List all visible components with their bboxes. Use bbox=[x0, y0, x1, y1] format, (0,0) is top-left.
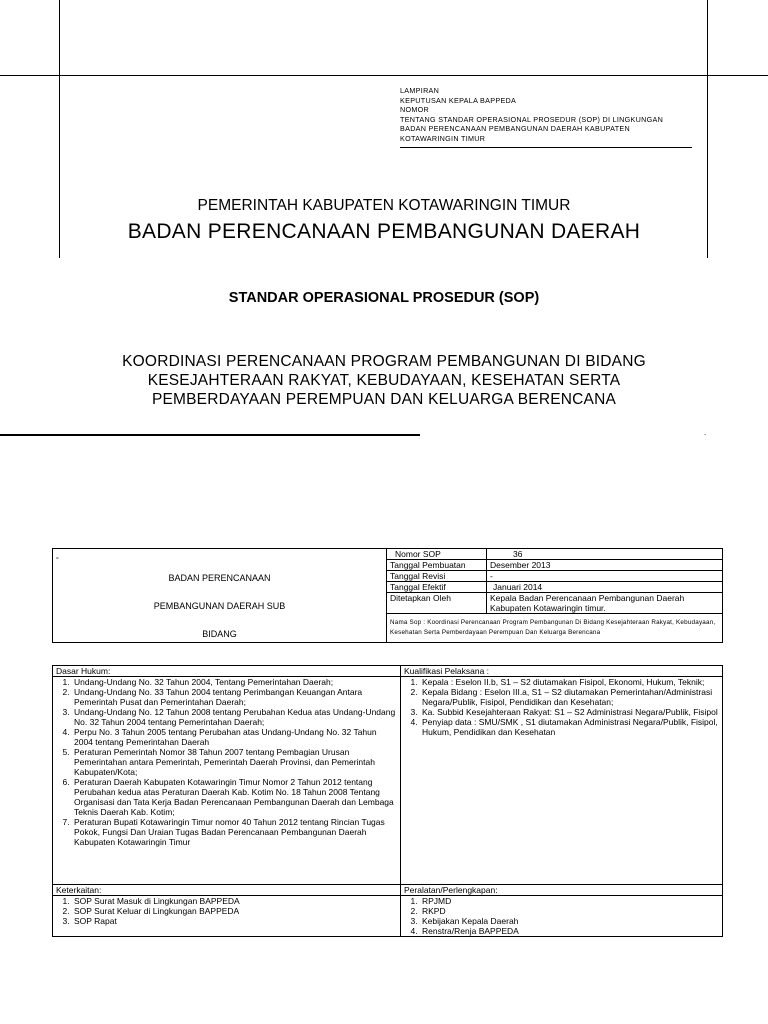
list-item: 1. RPJMD bbox=[420, 896, 719, 906]
lampiran-line: NOMOR bbox=[400, 105, 430, 114]
list-item: 4. Penyiap data : SMU/SMK , S1 diutamakan Administrasi Negara/Publik, Fisipol, Hukum, Pendidikan dan Kesehatan bbox=[420, 717, 719, 737]
lampiran-line: TENTANG STANDAR OPERASIONAL PROSEDUR (SOP) DI LINGKUNGAN bbox=[400, 114, 664, 124]
peralatan-title: Peralatan/Perlengkapan: bbox=[401, 885, 723, 896]
list-item: 3. SOP Rapat bbox=[72, 916, 397, 926]
info-value: 36 bbox=[487, 549, 723, 560]
lampiran-line: KEPUTUSAN KEPALA BAPPEDA bbox=[400, 95, 517, 105]
government-title: PEMERINTAH KABUPATEN KOTAWARINGIN TIMUR bbox=[197, 197, 571, 214]
info-value: - bbox=[487, 571, 723, 582]
list-item: 2. RKPD bbox=[420, 906, 719, 916]
unit-cell bbox=[53, 549, 387, 643]
list-item: 6. Peraturan Daerah Kabupaten Kotawaringin Timur Nomor 2 Tahun 2012 tentang Perubahan kedua atas Peraturan Daerah Kab. Kotim No. 18 Tahun 2008 Tentang Organisasi dan Tata Kerja Badan Perencanaan Pembangunan Daerah dan Lembaga Teknis Daerah Kab. Kotim; bbox=[72, 777, 397, 817]
peralatan-list bbox=[404, 896, 719, 936]
nama-sop: Nama Sop : Koordinasi Perencanaan Program Pembangunan Di Bidang Kesejahteraan Rakyat, Kebudayaan, Kesehatan Serta Pemberdayaan Perempuan Dan Keluarga Berencana bbox=[387, 614, 723, 643]
info-value: Desember 2013 bbox=[487, 560, 723, 571]
frame-line-top bbox=[0, 75, 768, 76]
keterkaitan-title: Keterkaitan: bbox=[53, 885, 401, 896]
topic-line: KOORDINASI PERENCANAAN PROGRAM PEMBANGUNAN DI BIDANG bbox=[122, 353, 646, 370]
list-item: 2. Kepala Bidang : Eselon III.a, S1 – S2 diutamakan Pemerintahan/Administrasi Negara/Publik, Fisipol, Pendidikan dan Kesehatan; bbox=[420, 687, 719, 707]
sop-topic bbox=[0, 352, 768, 409]
sop-detail-table bbox=[52, 665, 723, 937]
lampiran-line: KOTAWARINGIN TIMUR bbox=[400, 133, 486, 143]
list-item: 1. Undang-Undang No. 32 Tahun 2004, Tentang Pemerintahan Daerah; bbox=[72, 677, 397, 687]
list-item: 3. Undang-Undang No. 12 Tahun 2008 tentang Perubahan Kedua atas Undang-Undang No. 32 Tahun 2004 tentang Pemerintahan Daerah; bbox=[72, 707, 397, 727]
list-item: 5. Peraturan Pemerintah Nomor 38 Tahun 2007 tentang Pembagian Urusan Pemerintahan antara Pemerintah, Pemerintah Daerah Provinsi, dan Pemerintah Kabupaten/Kota; bbox=[72, 747, 397, 777]
kualifikasi-title: Kualifikasi Pelaksana : bbox=[401, 666, 723, 677]
list-item: 3. Kebijakan Kepala Daerah bbox=[420, 916, 719, 926]
info-key: Tanggal Efektif bbox=[387, 582, 487, 593]
info-value: Januari 2014 bbox=[487, 582, 723, 593]
topic-line: KESEJAHTERAAN RAKYAT, KEBUDAYAAN, KESEHATAN SERTA bbox=[147, 372, 621, 389]
lampiran-block bbox=[400, 86, 663, 143]
kualifikasi-cell bbox=[401, 677, 723, 885]
corner-mark: . bbox=[704, 428, 707, 437]
list-item: 1. SOP Surat Masuk di Lingkungan BAPPEDA bbox=[72, 896, 397, 906]
agency-title: BADAN PERENCANAAN PEMBANGUNAN DAERAH bbox=[127, 220, 641, 243]
sop-title: STANDAR OPERASIONAL PROSEDUR (SOP) bbox=[228, 290, 540, 306]
peralatan-cell bbox=[401, 896, 723, 937]
keterkaitan-cell bbox=[53, 896, 401, 937]
unit-dot: ° bbox=[56, 557, 59, 564]
dasar-hukum-cell bbox=[53, 677, 401, 885]
info-key: Tanggal Revisi bbox=[387, 571, 487, 582]
topic-line: PEMBERDAYAAN PEREMPUAN DAN KELUARGA BERENCANA bbox=[151, 391, 617, 408]
lampiran-underline bbox=[400, 147, 692, 148]
unit-line: BIDANG bbox=[202, 629, 237, 639]
list-item: 4. Perpu No. 3 Tahun 2005 tentang Perubahan atas Undang-Undang No. 32 Tahun 2004 tentang Pemerintahan Daerah bbox=[72, 727, 397, 747]
list-item: 2. SOP Surat Keluar di Lingkungan BAPPEDA bbox=[72, 906, 397, 916]
info-key: Nomor SOP bbox=[387, 549, 487, 560]
lampiran-line: BADAN PERENCANAAN PEMBANGUNAN DAERAH KABUPATEN bbox=[400, 124, 630, 133]
info-key: Ditetapkan Oleh bbox=[387, 593, 487, 614]
dasar-hukum-title: Dasar Hukum: bbox=[53, 666, 401, 677]
lampiran-line: LAMPIRAN bbox=[400, 86, 440, 95]
sop-info-table bbox=[52, 548, 723, 643]
list-item: 7. Peraturan Bupati Kotawaringin Timur nomor 40 Tahun 2012 tentang Rincian Tugas Pokok, Fungsi Dan Uraian Tugas Badan Perencanaan Pembangunan Daerah Kabupaten Kotawaringin Timur bbox=[72, 817, 397, 847]
kualifikasi-list bbox=[404, 677, 719, 737]
unit-line: PEMBANGUNAN DAERAH SUB bbox=[153, 601, 286, 611]
keterkaitan-list bbox=[56, 896, 397, 926]
title-underline bbox=[0, 434, 420, 436]
list-item: 3. Ka. Subbid Kesejahteraan Rakyat: S1 – S2 Administrasi Negara/Publik, Fisipol bbox=[420, 707, 719, 717]
unit-line: BADAN PERENCANAAN bbox=[168, 573, 271, 583]
info-key: Tanggal Pembuatan bbox=[387, 560, 487, 571]
list-item: 1. Kepala : Eselon II.b, S1 – S2 diutamakan Fisipol, Ekonomi, Hukum, Teknik; bbox=[420, 677, 719, 687]
list-item: 4. Renstra/Renja BAPPEDA bbox=[420, 926, 719, 936]
dasar-hukum-list bbox=[56, 677, 397, 847]
list-item: 2. Undang-Undang No. 33 Tahun 2004 tentang Perimbangan Keuangan Antara Pemerintah Pusat dan Pemerintahan Daerah; bbox=[72, 687, 397, 707]
info-value: Kepala Badan Perencanaan Pembangunan Daerah Kabupaten Kotawaringin timur. bbox=[487, 593, 723, 614]
